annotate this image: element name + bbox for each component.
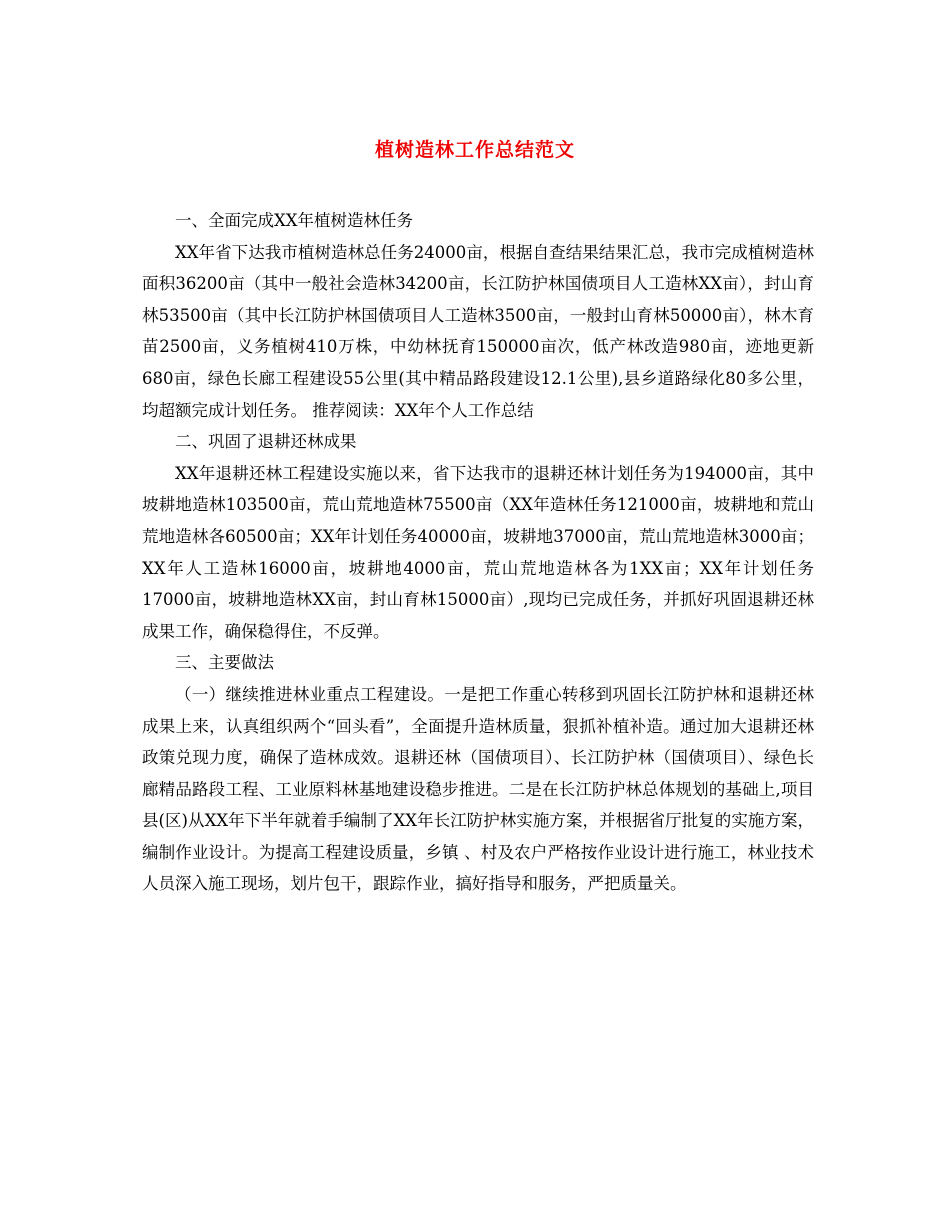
section-heading-2: 二、巩固了退耕还林成果	[175, 432, 357, 452]
document-body	[142, 205, 814, 900]
paragraph-planting-summary: XX年省下达我市植树造林总任务24000亩，根据自查结果结果汇总，我市完成植树造林面积36200亩（其中一般社会造林34200亩，长江防护林国债项目人工造林XX亩），封山育林53500亩（其中长江防护林国债项目人工造林3500亩，一般封山育林50000亩），林木育苗2500亩，义务植树410万株，中幼林抚育150000亩次，低产林改造980亩，迹地更新680亩，绿色长廊工程建设55公里(其中精品路段建设12.1公里),县乡道路绿化80多公里，均超额完成计划任务。 推荐阅读：XX年个人工作总结	[142, 242, 814, 420]
section-heading-1: 一、全面完成XX年植树造林任务	[175, 211, 413, 230]
document-title: 植树造林工作总结范文	[374, 139, 575, 161]
section-heading-3: 三、主要做法	[175, 653, 274, 673]
paragraph-key-projects: （一）继续推进林业重点工程建设。一是把工作重心转移到巩固长江防护林和退耕还林成果上来，认真组织两个“回头看”，全面提升造林质量，狠抓补植补造。通过加大退耕还林政策兑现力度，确保了造林成效。退耕还林（国债项目）、长江防护林（国债项目）、绿色长廊精品路段工程、工业原料林基地建设稳步推进。二是在长江防护林总体规划的基础上,项目县(区)从XX年下半年就着手编制了XX年长江防护林实施方案，并根据省厅批复的实施方案，编制作业设计。为提高工程建设质量，乡镇 、村及农户严格按作业设计进行施工，林业技术人员深入施工现场，划片包干，跟踪作业，搞好指导和服务，严把质量关。	[142, 684, 814, 894]
paragraph-grain-for-green: XX年退耕还林工程建设实施以来，省下达我市的退耕还林计划任务为194000亩，其中坡耕地造林103500亩，荒山荒地造林75500亩（XX年造林任务121000亩，坡耕地和荒山荒地造林各60500亩；XX年计划任务40000亩，坡耕地37000亩，荒山荒地造林3000亩；XX年人工造林16000亩，坡耕地4000亩，荒山荒地造林各为1XX亩；XX年计划任务17000亩，坡耕地造林XX亩，封山育林15000亩）,现均已完成任务，并抓好巩固退耕还林成果工作，确保稳得住，不反弹。	[142, 463, 814, 641]
